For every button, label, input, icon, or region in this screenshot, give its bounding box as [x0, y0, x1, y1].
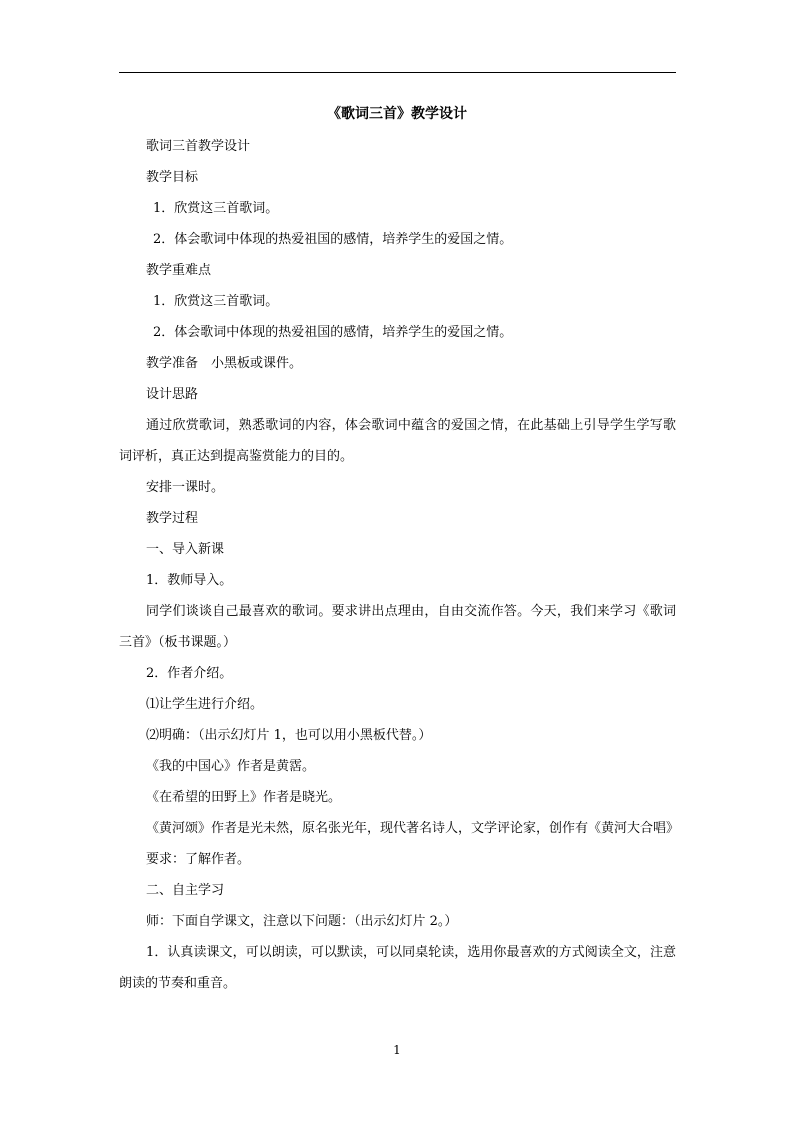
paragraph: 安排一课时。: [146, 480, 225, 495]
paragraph: 通过欣赏歌词，熟悉歌词的内容，体会歌词中蕴含的爱国之情，在此基础上引导学生学写歌词评析，真正达到提高鉴赏能力的目的。: [119, 418, 676, 464]
header-rule: [119, 72, 676, 73]
paragraph: ⑵明确：（出示幻灯片 1，也可以用小黑板代替。）: [146, 728, 432, 743]
paragraph: 《黄河颂》作者是光未然，原名张光年，现代著名诗人，文学评论家，创作有《黄河大合唱》: [146, 821, 680, 836]
page-number: 1: [393, 1043, 401, 1057]
section-heading: 二、自主学习: [146, 883, 225, 898]
document-title: 《歌词三首》教学设计: [327, 106, 467, 122]
section-heading-process: 教学过程: [146, 511, 199, 526]
paragraph: 要求：了解作者。: [146, 852, 251, 867]
paragraph: 教学准备 小黑板或课件。: [146, 356, 303, 371]
paragraph: ⑴让学生进行介绍。: [146, 697, 264, 712]
section-heading-key-points: 教学重难点: [146, 263, 212, 278]
document-body: [119, 131, 680, 999]
paragraph: 《我的中国心》作者是黄霑。: [146, 759, 316, 774]
section-heading-design: 设计思路: [146, 387, 199, 402]
paragraph: 歌词三首教学设计: [146, 139, 251, 154]
paragraph: 师：下面自学课文，注意以下问题：（出示幻灯片 2。）: [146, 914, 458, 929]
paragraph: 同学们谈谈自己最喜欢的歌词。要求讲出点理由，自由交流作答。今天，我们来学习《歌词三首》（板书课题。）: [119, 604, 676, 650]
paragraph: 《在希望的田野上》作者是晓光。: [146, 790, 342, 805]
paragraph: 1．教师导入。: [146, 573, 233, 588]
list-item: 1．欣赏这三首歌词。: [153, 294, 279, 309]
section-heading: 一、导入新课: [146, 542, 225, 557]
paragraph: 2．作者介绍。: [146, 666, 233, 681]
list-item: 2．体会歌词中体现的热爱祖国的感情，培养学生的爱国之情。: [153, 325, 513, 340]
paragraph: 1．认真读课文，可以朗读，可以默读，可以同桌轮读，选用你最喜欢的方式阅读全文，注意朗读的节奏和重音。: [119, 945, 676, 991]
list-item: 1．欣赏这三首歌词。: [153, 201, 279, 216]
list-item: 2．体会歌词中体现的热爱祖国的感情，培养学生的爱国之情。: [153, 232, 513, 247]
section-heading-objectives: 教学目标: [146, 170, 199, 185]
